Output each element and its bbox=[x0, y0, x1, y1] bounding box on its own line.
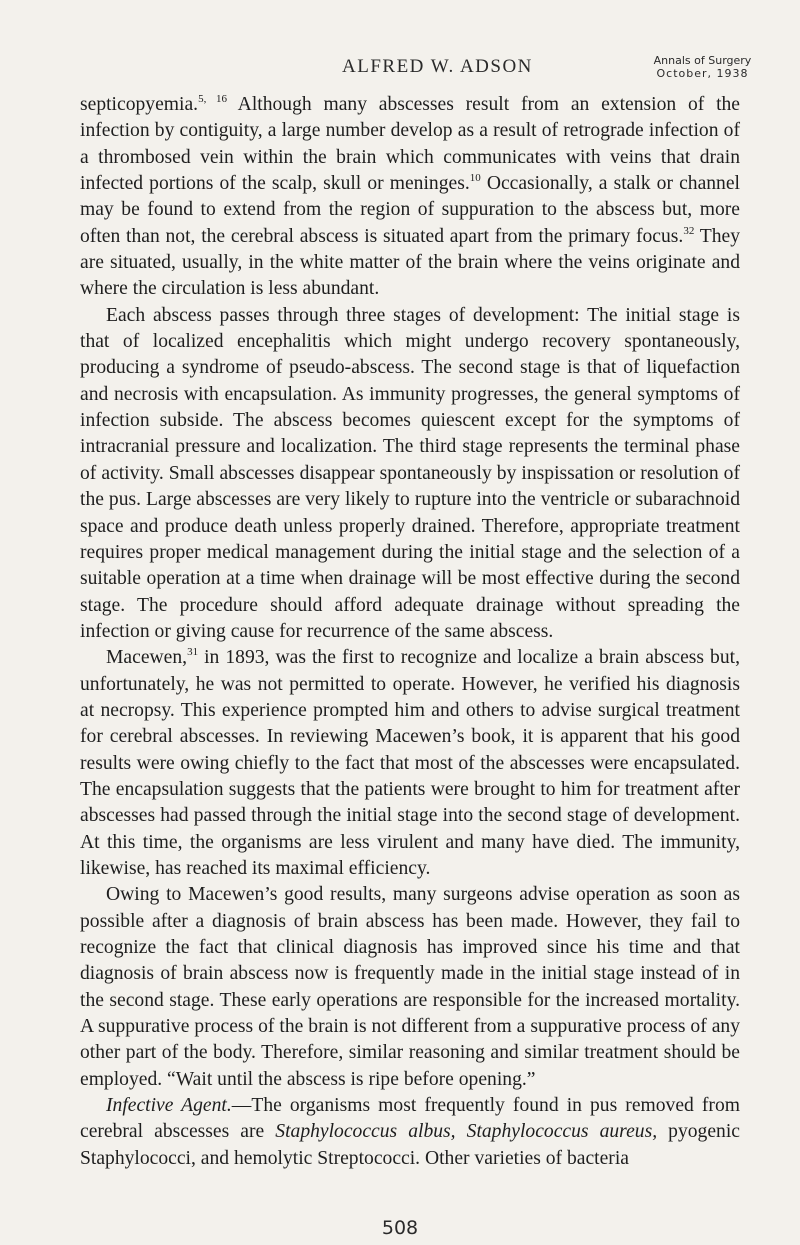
running-author: ALFRED W. ADSON bbox=[342, 56, 533, 77]
text-run: They are situated, usually, in the white matter of the brain where the veins originate and where the circulation is less abundant. bbox=[80, 225, 741, 300]
text-run: in 1893, was the first to recognize and localize a brain abscess but, unfortunately, he was not permitted to operate. However, he verified his diagnosis at necropsy. This experience prompted him and others to advise surgical treatment for cerebral abscesses. In reviewing Macewen’s book, it is apparent that his good results were owing chiefly to the fact that most of the abscesses were encapsulated. The encapsulation suggests that the patients were brought to him for treatment after abscesses had passed through the initial stage into the second stage of development. At this time, the organisms are less virulent and many have died. The immunity, likewise, has reached its maximal efficiency. bbox=[80, 647, 740, 879]
text-run: Owing to Macewen’s good results, many surgeons advise operation as soon as possible after a diagnosis of brain abscess has been made. However, they fail to recognize the fact that clinical diagnosis has improved since his time and that diagnosis of brain abscess now is frequently made in the initial stage instead of in the second stage. These early operations are responsible for the increased mortality. A suppurative process of the brain is not different from a suppurative process of any other part of the body. Therefore, similar reasoning and similar treatment should be employed. “Wait until the abscess is ripe before opening.” bbox=[80, 884, 740, 1090]
text-run: septicopyemia. bbox=[80, 94, 199, 115]
journal-citation bbox=[640, 54, 765, 80]
text-run: Occasionally, a stalk or channel may be found to extend from the region of suppuration to the abscess but, more often than not, the cerebral abscess is situated apart from the primary focus. bbox=[80, 173, 740, 247]
journal-name: Annals of Surgery bbox=[653, 54, 752, 67]
body-text bbox=[80, 92, 740, 1172]
section-lead-heading: Infective Agent. bbox=[106, 1095, 232, 1117]
italic-species-names: Staphylococcus albus, Staphylococcus aureus, bbox=[275, 1121, 658, 1143]
paragraph bbox=[80, 882, 740, 1093]
text-run: pyogenic Staphylococci, and hemolytic Streptococci. Other varieties of bacteria bbox=[80, 1121, 740, 1169]
citation-superscript: 32 bbox=[683, 224, 695, 237]
text-run: —The organisms most frequently found in pus removed from cerebral abscesses are bbox=[80, 1095, 740, 1143]
paragraph bbox=[80, 92, 740, 303]
text-run: Each abscess passes through three stages of development: The initial stage is that of localized encephalitis which might undergo recovery spontaneously, producing a syndrome of pseudo-abscess. The second stage is that of liquefaction and necrosis with encapsulation. As immunity progresses, the general symptoms of infection subside. The abscess becomes quiescent except for the symptoms of intracranial pressure and localization. The third stage represents the terminal phase of activity. Small abscesses disappear spontaneously by inspissation or resolution of the pus. Large abscesses are very likely to rupture into the ventricle or subarachnoid space and produce death unless properly drained. Therefore, appropriate treatment requires proper medical management during the initial stage and the selection of a suitable operation at a time when drainage will be most effective during the second stage. The procedure should afford adequate drainage without spreading the infection or giving cause for recurrence of the same abscess. bbox=[80, 304, 740, 642]
page-number: 508 bbox=[381, 1217, 419, 1239]
citation-superscript: 31 bbox=[187, 646, 199, 659]
text-run: Macewen, bbox=[106, 647, 188, 669]
running-header bbox=[0, 52, 800, 92]
paragraph bbox=[80, 645, 740, 882]
text-run: Although many abscesses result from an extension of the infection by contiguity, a large number develop as a result of retrograde infection of a thrombosed vein within the brain which communicates with veins that drain infected portions of the scalp, skull or meninges. bbox=[80, 94, 741, 195]
paragraph bbox=[80, 1093, 740, 1172]
paragraph bbox=[80, 303, 740, 645]
journal-date: October, 1938 bbox=[656, 67, 749, 80]
citation-superscript: 10 bbox=[469, 172, 481, 185]
citation-superscript: 5, 16 bbox=[198, 93, 227, 105]
